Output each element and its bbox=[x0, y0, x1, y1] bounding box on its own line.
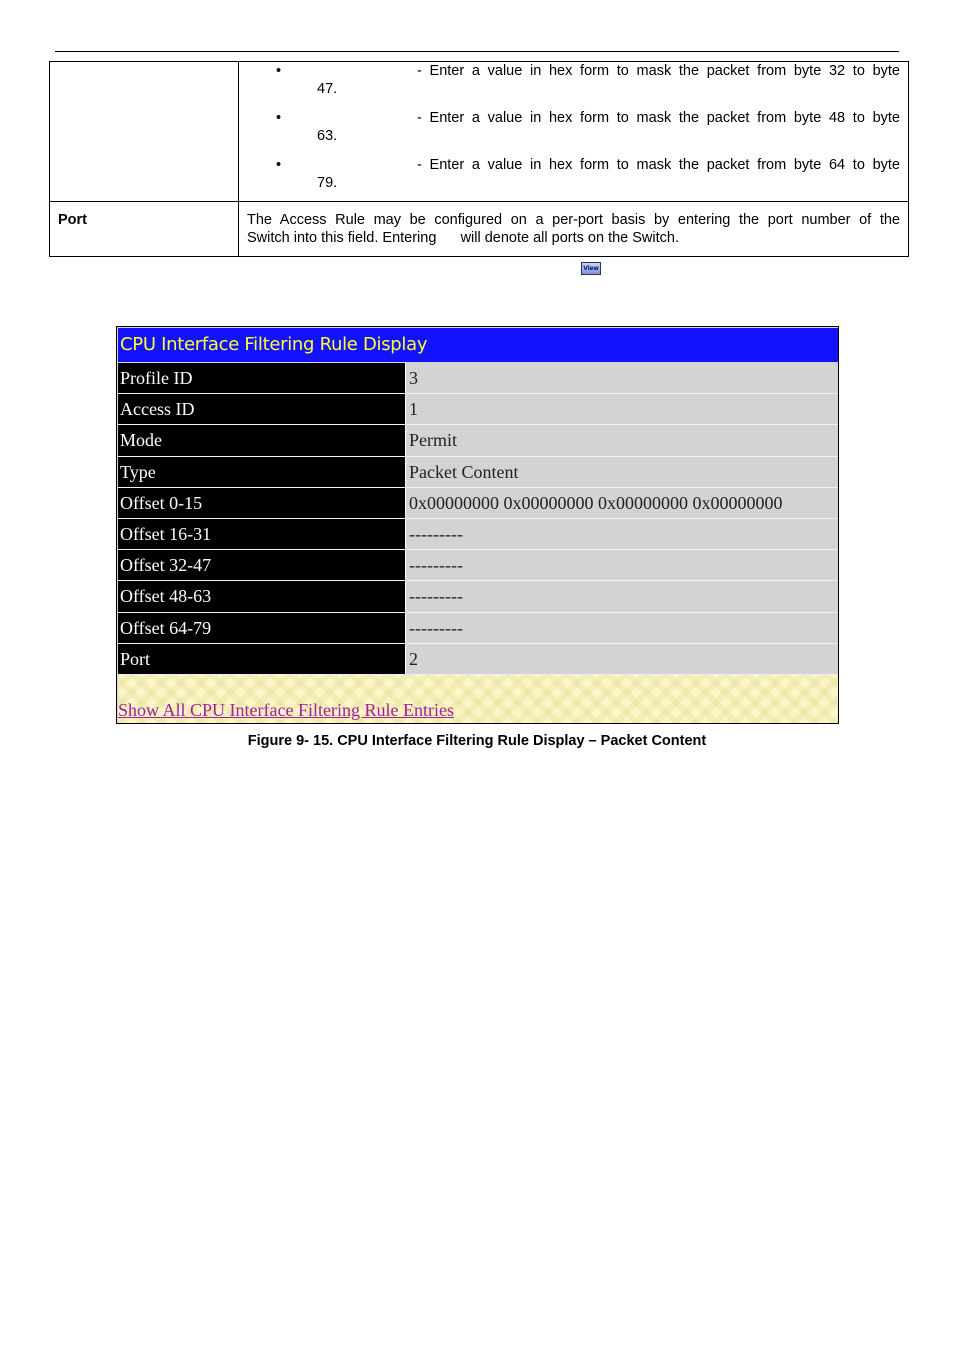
row-value: Packet Content bbox=[406, 457, 838, 487]
table-row bbox=[118, 613, 838, 644]
table-row bbox=[118, 457, 838, 488]
row-key: Port bbox=[118, 644, 406, 674]
port-desc-line1: The Access Rule may be configured on a per-port basis by entering the port number of the bbox=[247, 212, 900, 228]
row-key: Profile ID bbox=[118, 363, 406, 393]
table-row bbox=[118, 488, 838, 519]
row-value: --------- bbox=[406, 550, 838, 580]
row-value: --------- bbox=[406, 581, 838, 611]
panel-title: CPU Interface Filtering Rule Display bbox=[118, 328, 838, 362]
parameter-table bbox=[49, 61, 909, 257]
offset-bullet-list bbox=[247, 62, 900, 201]
table-row bbox=[118, 581, 838, 612]
row-key: Offset 64-79 bbox=[118, 613, 406, 643]
row-value: 3 bbox=[406, 363, 838, 393]
list-item bbox=[247, 62, 900, 98]
param-name-cell bbox=[50, 62, 239, 202]
offset-param-row bbox=[50, 62, 909, 202]
row-key: Offset 16-31 bbox=[118, 519, 406, 549]
offset-desc-text: - Enter a value in hex form to mask the packet from byte 32 to byte bbox=[417, 63, 900, 79]
row-key: Type bbox=[118, 457, 406, 487]
table-row bbox=[118, 644, 838, 675]
row-value: Permit bbox=[406, 425, 838, 455]
page-header-rule bbox=[55, 51, 899, 52]
show-all-entries-link[interactable]: Show All CPU Interface Filtering Rule Entries bbox=[118, 700, 454, 720]
param-desc-cell bbox=[239, 62, 909, 202]
row-key: Mode bbox=[118, 425, 406, 455]
row-value: 1 bbox=[406, 394, 838, 424]
row-key: Offset 0-15 bbox=[118, 488, 406, 518]
table-row bbox=[118, 550, 838, 581]
row-value: --------- bbox=[406, 519, 838, 549]
list-item bbox=[247, 109, 900, 145]
bullet-icon: • bbox=[276, 110, 282, 126]
figure-caption: Figure 9- 15. CPU Interface Filtering Rule Display – Packet Content bbox=[247, 733, 707, 749]
bullet-icon: • bbox=[276, 157, 282, 173]
offset-desc-text: - Enter a value in hex form to mask the packet from byte 64 to byte bbox=[417, 157, 900, 173]
param-desc-port bbox=[239, 202, 909, 257]
offset-desc-cont: 47. bbox=[317, 81, 338, 97]
row-key: Offset 48-63 bbox=[118, 581, 406, 611]
row-key: Access ID bbox=[118, 394, 406, 424]
row-value: 2 bbox=[406, 644, 838, 674]
row-key: Offset 32-47 bbox=[118, 550, 406, 580]
list-item bbox=[247, 156, 900, 192]
rule-table bbox=[118, 363, 838, 675]
table-row bbox=[118, 363, 838, 394]
port-param-row bbox=[50, 202, 909, 257]
row-value: 0x00000000 0x00000000 0x00000000 0x00000000 bbox=[406, 488, 838, 518]
view-button-icon: View bbox=[581, 262, 601, 275]
offset-desc-cont: 79. bbox=[317, 175, 338, 191]
rule-display-panel bbox=[116, 326, 839, 724]
table-row bbox=[118, 394, 838, 425]
table-row bbox=[118, 425, 838, 456]
offset-desc-cont: 63. bbox=[317, 128, 338, 144]
port-desc-line2: Switch into this field. Entering will denote all ports on the Switch. bbox=[247, 230, 679, 246]
row-value: --------- bbox=[406, 613, 838, 643]
table-row bbox=[118, 519, 838, 550]
bullet-icon: • bbox=[276, 63, 282, 79]
panel-footer bbox=[118, 675, 838, 723]
param-name-port: Port bbox=[50, 202, 239, 257]
offset-desc-text: - Enter a value in hex form to mask the packet from byte 48 to byte bbox=[417, 110, 900, 126]
